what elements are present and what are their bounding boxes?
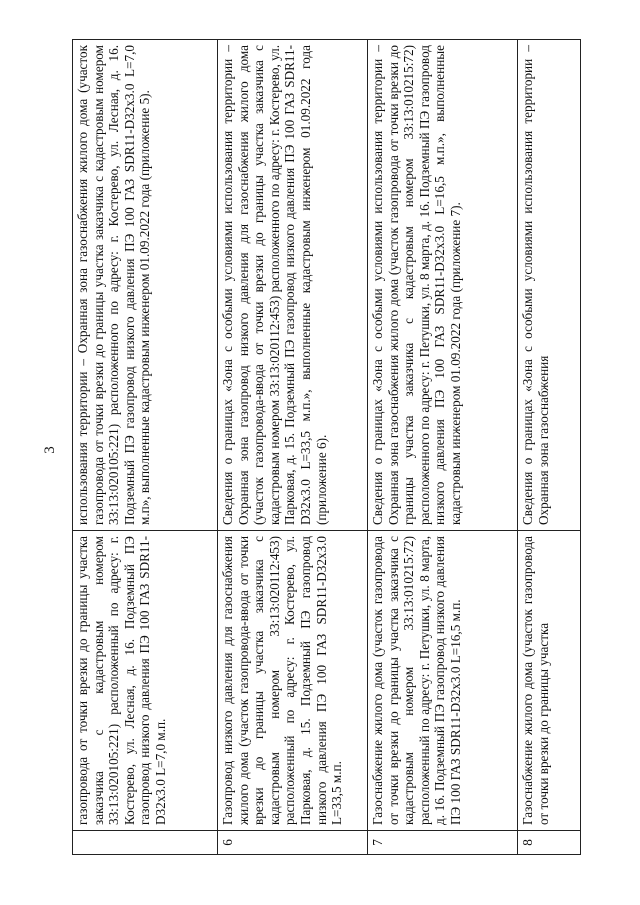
table-row xyxy=(518,40,581,855)
object-description-cell: Газоснабжение жилого дома (участок газопровода от точки врезки до границы участка xyxy=(518,531,581,831)
boundary-info-cell: использования территории – Охранная зона газоснабжения жилого дома (участок газопровода от точки врезки до границы участка заказчика с кадастровым номером 33:13:020105:221) расположенного по адресу: г. Костерево, ул. Лесная, д. 16. Подземный ПЭ газопровод низкого давления ПЭ 100 ГАЗ SDR11-D32x3.0 L=7,0 м.п», выполненные кадастровым инженером 01.09.2022 года (приложение 5). xyxy=(73,40,218,531)
table-row xyxy=(73,40,218,855)
boundary-info-cell: Сведения о границах «Зона с особыми условиями использования территории – Охранная зона газопровод низкого давления для газоснабжения жилого дома (участок газопровода-ввода от точки врезки до границы участка заказчика с кадастровым номером 33:13:020112:453) расположенного по адресу: г. Костерево, ул. Парковая, д. 15. Подземный ПЭ газопровод низкого давления ПЭ 100 ГАЗ SDR11-D32x3.0 L=33,5 м.п.», выполненные кадастровым инженером 01.09.2022 года (приложение 6). xyxy=(218,40,368,531)
row-number-cell: 6 xyxy=(218,831,368,855)
boundary-info-cell: Сведения о границах «Зона с особыми условиями использования территории – Охранная зона газоснабжения жилого дома (участок газопровода от точки врезки до границы участка заказчика с кадастровым номером 33:13:010215:72) расположенного по адресу: г. Петушки, ул. 8 марта, д. 16. Подземный ПЭ газопровод низкого давления ПЭ 100 ГАЗ SDR11-D32x3.0 L=16,5 м.п.», выполненные кадастровым инженером 01.09.2022 года (приложение 7). xyxy=(368,40,518,531)
table-row xyxy=(218,40,368,855)
row-number-cell xyxy=(73,831,218,855)
row-number-cell: 8 xyxy=(518,831,581,855)
object-description-cell: Газоснабжение жилого дома (участок газопровода от точки врезки до границы участка заказчика с кадастровым номером 33:13:010215:72) расположенный по адресу: г. Петушки, ул. 8 марта, д. 16. Подземный ПЭ газопровод низкого давления ПЭ 100 ГАЗ SDR11-D32x3.0 L=16,5 м.п. xyxy=(368,531,518,831)
rotated-table-container xyxy=(72,40,592,855)
row-number-cell: 7 xyxy=(368,831,518,855)
table-row xyxy=(368,40,518,855)
object-description-cell: Газопровод низкого давления для газоснабжения жилого дома (участок газопровода-ввода от точки врезки до границы участка заказчика с кадастровым номером 33:13:020112:453) расположенный по адресу: г. Костерево, ул. Парковая, д. 15. Подземный ПЭ газопровод низкого давления ПЭ 100 ГАЗ SDR11-D32x3.0 L=33,5 м.п. xyxy=(218,531,368,831)
object-description-cell: газопровода от точки врезки до границы участка заказчика с кадастровым номером 33:13:020105:221) расположенный по адресу: г. Костерево, ул. Лесная, д. 16. Подземный ПЭ газопровод низкого давления ПЭ 100 ГАЗ SDR11-D32x3.0 L=7,0 м.п. xyxy=(73,531,218,831)
objects-table xyxy=(72,39,581,855)
page-number: 3 xyxy=(42,446,58,454)
boundary-info-cell: Сведения о границах «Зона с особыми условиями использования территории – Охранная зона газоснабжения xyxy=(518,40,581,531)
